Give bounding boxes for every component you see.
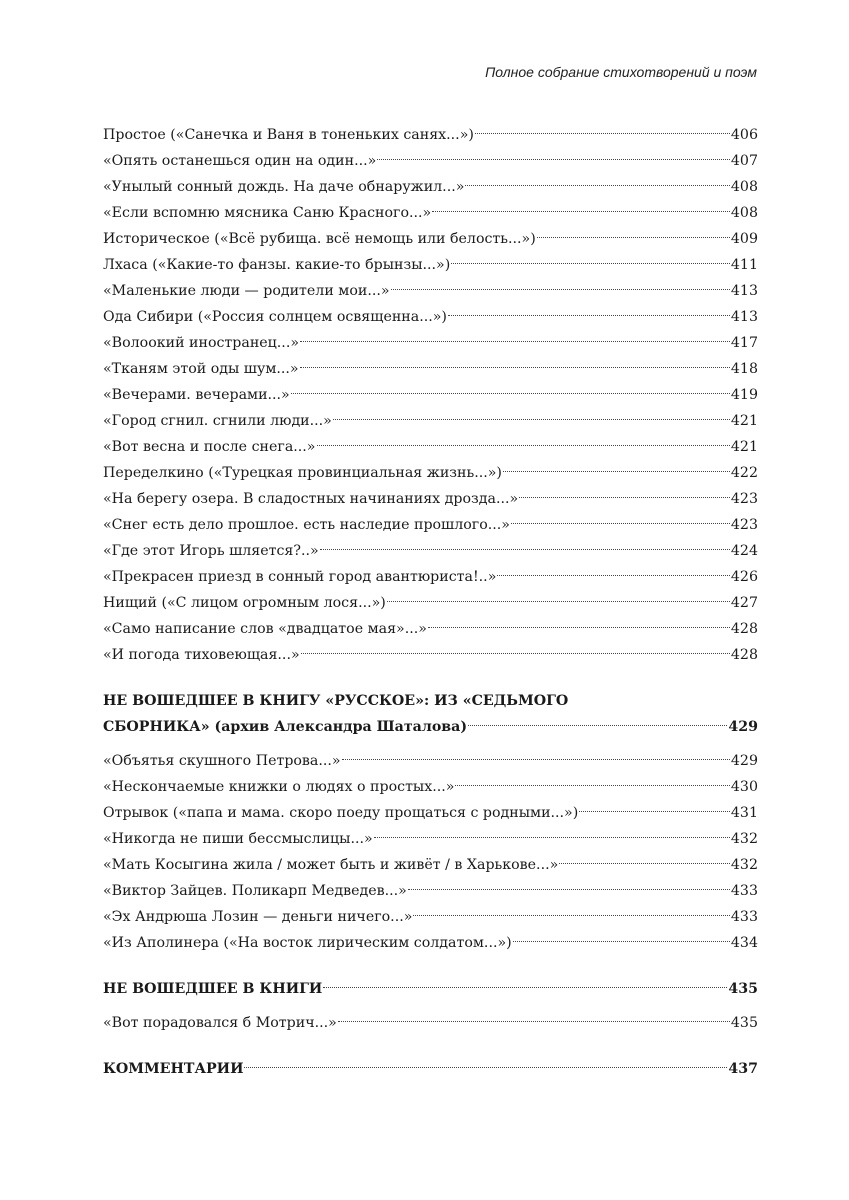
toc-entry-page: 434 <box>730 935 758 951</box>
dot-leader <box>579 811 730 812</box>
toc-entry-title: «Волоокий иностранец...» <box>103 335 300 351</box>
toc-entry-page: 430 <box>730 779 758 795</box>
toc-entry-page: 428 <box>730 647 758 663</box>
toc-entry <box>103 564 758 590</box>
toc-entry-title: «Само написание слов «двадцатое мая»...» <box>103 621 427 637</box>
section-heading-line <box>103 976 758 1002</box>
dot-leader <box>342 759 730 760</box>
section-spacer <box>103 668 758 688</box>
toc-entry <box>103 200 758 226</box>
toc-entry-title: «И погода тиховеющая...» <box>103 647 300 663</box>
toc-entry <box>103 852 758 878</box>
dot-leader <box>432 211 730 212</box>
toc-entry <box>103 278 758 304</box>
toc-entry-title: «Если вспомню мясника Саню Красного...» <box>103 205 432 221</box>
toc-entry <box>103 408 758 434</box>
dot-leader <box>455 785 729 786</box>
toc-entry-title: «Где этот Игорь шляется?..» <box>103 543 319 559</box>
toc-entry <box>103 486 758 512</box>
dot-leader <box>317 445 730 446</box>
toc-entry-page: 411 <box>730 257 758 273</box>
dot-leader <box>391 289 730 290</box>
toc-entry <box>103 122 758 148</box>
dot-leader <box>338 1021 730 1022</box>
toc-entry <box>103 304 758 330</box>
dot-leader <box>374 837 730 838</box>
section-heading-ne-voshedshee <box>103 976 758 1002</box>
toc-entry-title: Простое («Санечка и Ваня в тоненьких санях...») <box>103 127 474 143</box>
dot-leader <box>301 653 730 654</box>
toc-entry-title: «Тканям этой оды шум...» <box>103 361 299 377</box>
dot-leader <box>513 941 730 942</box>
toc-entry-title: «Вечерами. вечерами...» <box>103 387 290 403</box>
dot-leader <box>323 987 727 988</box>
section-heading-page: 435 <box>728 981 758 997</box>
toc-entry <box>103 512 758 538</box>
toc-entry-page: 435 <box>730 1015 758 1031</box>
dot-leader <box>300 341 730 342</box>
toc-entry-title: «Вот порадовался б Мотрич...» <box>103 1015 337 1031</box>
dot-leader <box>244 1067 727 1068</box>
toc-entry-page: 423 <box>730 491 758 507</box>
toc-entry <box>103 538 758 564</box>
dot-leader <box>377 159 730 160</box>
toc-entry <box>103 174 758 200</box>
toc-entry <box>103 826 758 852</box>
dot-leader <box>519 497 730 498</box>
toc-entry-page: 431 <box>730 805 758 821</box>
section-heading-line <box>103 1056 758 1082</box>
toc-entry-page: 417 <box>730 335 758 351</box>
toc-entry-page: 424 <box>730 543 758 559</box>
toc-entry-page: 421 <box>730 413 758 429</box>
toc-entry-title: Отрывок («папа и мама. скоро поеду прощаться с родными...») <box>103 805 579 821</box>
toc-entry-title: Лхаса («Какие-то фанзы. какие-то брынзы...») <box>103 257 451 273</box>
toc-entry-page: 406 <box>730 127 758 143</box>
toc-entry-title: «Мать Косыгина жила / может быть и живёт / в Харькове...» <box>103 857 559 873</box>
toc-group-3 <box>103 1010 758 1036</box>
section-heading-line-1: НЕ ВОШЕДШЕЕ В КНИГУ «РУССКОЕ»: ИЗ «СЕДЬМОГО <box>103 693 569 709</box>
toc-entry-page: 433 <box>730 883 758 899</box>
section-heading-title: НЕ ВОШЕДШЕЕ В КНИГИ <box>103 981 323 997</box>
toc-entry-page: 408 <box>730 205 758 221</box>
running-head: Полное собрание стихотворений и поэм <box>485 64 757 80</box>
toc-entry <box>103 226 758 252</box>
section-spacer <box>103 1036 758 1056</box>
toc-entry-page: 433 <box>730 909 758 925</box>
dot-leader <box>413 915 730 916</box>
section-heading-kommentarii <box>103 1056 758 1082</box>
toc-entry-page: 413 <box>730 283 758 299</box>
dot-leader <box>559 863 730 864</box>
toc-entry <box>103 252 758 278</box>
toc-entry <box>103 382 758 408</box>
section-heading-page: 429 <box>728 719 758 735</box>
section-heading-title: КОММЕНТАРИИ <box>103 1061 244 1077</box>
toc-entry-title: Ода Сибири («Россия солнцем освященна...») <box>103 309 447 325</box>
section-heading-page: 437 <box>728 1061 758 1077</box>
toc-entry-title: «Маленькие люди — родители мои...» <box>103 283 390 299</box>
toc-entry-page: 409 <box>730 231 758 247</box>
toc-entry-page: 418 <box>730 361 758 377</box>
toc-entry <box>103 642 758 668</box>
toc-entry <box>103 356 758 382</box>
dot-leader <box>451 263 730 264</box>
section-spacer <box>103 1002 758 1010</box>
toc-entry-title: «Опять останешься один на один...» <box>103 153 377 169</box>
toc-entry <box>103 590 758 616</box>
toc-entry-title: «Никогда не пиши бессмыслицы...» <box>103 831 373 847</box>
toc-entry <box>103 616 758 642</box>
toc-entry-title: «Эх Андрюша Лозин — деньги ничего...» <box>103 909 413 925</box>
toc-entry-page: 432 <box>730 831 758 847</box>
toc-entry-page: 428 <box>730 621 758 637</box>
toc-entry <box>103 330 758 356</box>
toc-entry-page: 432 <box>730 857 758 873</box>
toc-entry <box>103 904 758 930</box>
toc-entry-page: 413 <box>730 309 758 325</box>
toc-entry <box>103 800 758 826</box>
dot-leader <box>387 601 730 602</box>
toc-entry <box>103 434 758 460</box>
toc-entry <box>103 774 758 800</box>
toc-entry-page: 423 <box>730 517 758 533</box>
dot-leader <box>537 237 730 238</box>
toc-entry-title: «Прекрасен приезд в сонный город авантюриста!..» <box>103 569 497 585</box>
dot-leader <box>503 471 730 472</box>
dot-leader <box>511 523 730 524</box>
dot-leader <box>497 575 730 576</box>
toc-entry-page: 422 <box>730 465 758 481</box>
toc-entry-page: 408 <box>730 179 758 195</box>
section-heading-russkoe <box>103 688 758 740</box>
toc-entry-title: «Снег есть дело прошлое. есть наследие прошлого...» <box>103 517 510 533</box>
toc-entry-title: «Из Аполинера («На восток лирическим солдатом...») <box>103 935 512 951</box>
dot-leader <box>300 367 730 368</box>
toc-entry-page: 407 <box>730 153 758 169</box>
section-heading-line-2 <box>103 714 758 740</box>
toc-entry <box>103 148 758 174</box>
section-spacer <box>103 740 758 748</box>
toc-entry-title: «Объятья скушного Петрова...» <box>103 753 341 769</box>
toc-entry-title: «Вот весна и после снега...» <box>103 439 316 455</box>
section-heading-title: СБОРНИКА» (архив Александра Шаталова) <box>103 719 468 735</box>
table-of-contents <box>103 122 758 1082</box>
toc-group-1 <box>103 122 758 668</box>
toc-entry-page: 421 <box>730 439 758 455</box>
toc-entry-title: «Город сгнил. сгнили люди...» <box>103 413 332 429</box>
toc-entry-title: «Виктор Зайцев. Поликарп Медведев...» <box>103 883 407 899</box>
toc-entry-page: 427 <box>730 595 758 611</box>
dot-leader <box>408 889 730 890</box>
toc-entry-title: Переделкино («Турецкая провинциальная жизнь...») <box>103 465 502 481</box>
dot-leader <box>320 549 730 550</box>
dot-leader <box>465 185 730 186</box>
toc-entry-title: «Нескончаемые книжки о людях о простых...» <box>103 779 455 795</box>
toc-entry <box>103 748 758 774</box>
toc-entry <box>103 878 758 904</box>
toc-entry-page: 426 <box>730 569 758 585</box>
toc-entry <box>103 930 758 956</box>
toc-group-2 <box>103 748 758 956</box>
toc-entry-page: 429 <box>730 753 758 769</box>
dot-leader <box>468 725 727 726</box>
toc-entry-title: Нищий («С лицом огромным лося...») <box>103 595 386 611</box>
dot-leader <box>475 133 730 134</box>
toc-entry <box>103 460 758 486</box>
dot-leader <box>448 315 730 316</box>
dot-leader <box>291 393 730 394</box>
toc-entry <box>103 1010 758 1036</box>
section-spacer <box>103 956 758 976</box>
toc-entry-title: Историческое («Всё рубища. всё немощь или белость...») <box>103 231 536 247</box>
toc-entry-title: «На берегу озера. В сладостных начинаниях дрозда...» <box>103 491 519 507</box>
dot-leader <box>428 627 730 628</box>
toc-entry-title: «Унылый сонный дождь. На даче обнаружил...» <box>103 179 465 195</box>
toc-entry-page: 419 <box>730 387 758 403</box>
dot-leader <box>333 419 730 420</box>
